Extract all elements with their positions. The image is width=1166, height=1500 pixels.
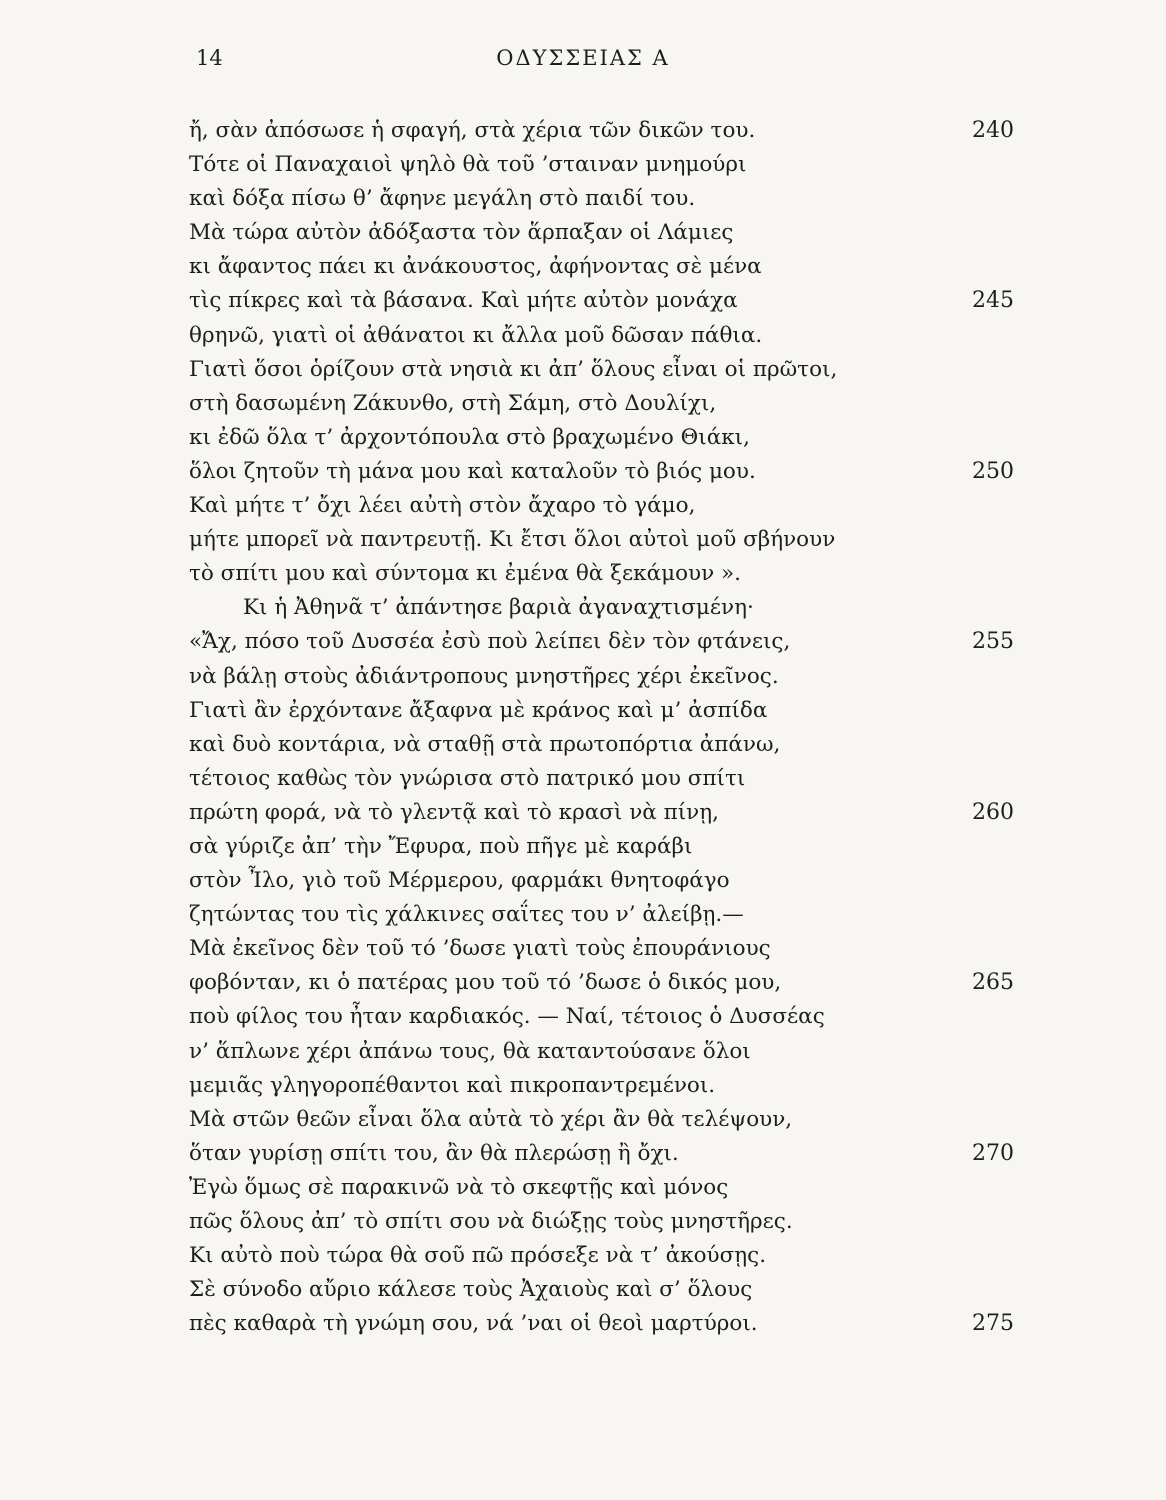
- line-number: 240: [972, 118, 1014, 143]
- verse-line: [189, 728, 1029, 762]
- verse-line: [189, 830, 1029, 864]
- verse-line: [189, 1307, 1029, 1341]
- verse-text: κι ἐδῶ ὅλα τ’ ἀρχοντόπουλα στὸ βραχωμένο Θιάκι,: [189, 424, 750, 450]
- verse-text: μήτε μπορεῖ νὰ παντρευτῇ. Κι ἔτσι ὅλοι αὐτοὶ μοῦ σβήνουν: [189, 527, 836, 553]
- verse-line: [189, 148, 1029, 182]
- verse-text: νὰ βάλῃ στοὺς ἀδιάντροπους μνηστῆρες χέρι ἐκεῖνος.: [189, 663, 779, 689]
- verse-text: ὅλοι ζητοῦν τὴ μάνα μου καὶ καταλοῦν τὸ βιός μου.: [189, 458, 756, 484]
- verse-line: [189, 421, 1029, 455]
- verse-text: «Ἄχ, πόσο τοῦ Δυσσέα ἐσὺ ποὺ λείπει δὲν τὸν φτάνεις,: [189, 629, 791, 655]
- verse-line: [189, 762, 1029, 796]
- verse-text: καὶ δυὸ κοντάρια, νὰ σταθῇ στὰ πρωτοπόρτια ἀπάνω,: [189, 731, 781, 757]
- verse-text: ὅταν γυρίσῃ σπίτι του, ἂν θὰ πλερώσῃ ἢ ὄχι.: [189, 1140, 679, 1166]
- verse-line: [189, 591, 1029, 625]
- verse-line: [189, 455, 1029, 489]
- verse-line: [189, 114, 1029, 148]
- verse-text: στὴ δασωμένη Ζάκυνθο, στὴ Σάμη, στὸ Δουλίχι,: [189, 390, 717, 416]
- verse-text: πῶς ὅλους ἀπ’ τὸ σπίτι σου νὰ διώξῃς τοὺς μνηστῆρες.: [189, 1209, 793, 1234]
- verse-text: Μὰ ἐκεῖνος δὲν τοῦ τό ’δωσε γιατὶ τοὺς ἐπουράνιους: [189, 936, 771, 962]
- verse-line: [189, 284, 1029, 318]
- verse-text: ἤ, σὰν ἀπόσωσε ἡ σφαγή, στὰ χέρια τῶν δικῶν του.: [189, 118, 756, 143]
- verse-text: πὲς καθαρὰ τὴ γνώμη σου, νά ’ναι οἱ θεοὶ μαρτύροι.: [189, 1311, 758, 1337]
- verse-text: καὶ δόξα πίσω θ’ ἄφηνε μεγάλη στὸ παιδί του.: [189, 186, 696, 212]
- verse-line: [189, 625, 1029, 659]
- verse-text: κι ἄφαντος πάει κι ἀνάκουστος, ἀφήνοντας σὲ μένα: [189, 254, 762, 280]
- verse-line: [189, 387, 1029, 421]
- verse-text: φοβόνταν, κι ὁ πατέρας μου τοῦ τό ’δωσε ὁ δικός μου,: [189, 970, 782, 996]
- line-number: 275: [972, 1311, 1014, 1337]
- line-number: 255: [972, 629, 1014, 655]
- verse-text: Σὲ σύνοδο αὔριο κάλεσε τοὺς Ἀχαιοὺς καὶ σ’ ὅλους: [189, 1277, 753, 1303]
- verse-line: [189, 1239, 1029, 1273]
- verse-line: [189, 182, 1029, 216]
- verse-text: θρηνῶ, γιατὶ οἱ ἀθάνατοι κι ἄλλα μοῦ δῶσαν πάθια.: [189, 322, 763, 348]
- verse-line: [189, 1171, 1029, 1205]
- verse-text: ποὺ φίλος του ἦταν καρδιακός. — Ναί, τέτοιος ὁ Δυσσέας: [189, 1004, 825, 1030]
- verse-line: [189, 489, 1029, 523]
- line-number: 245: [972, 288, 1014, 314]
- running-title: ΟΔΥΣΣΕΙΑΣ Α: [496, 46, 670, 70]
- line-number: 265: [972, 970, 1014, 996]
- page-header: [0, 44, 1166, 74]
- verse-text: τὶς πίκρες καὶ τὰ βάσανα. Καὶ μήτε αὐτὸν μονάχα: [189, 288, 738, 314]
- verse-text: Καὶ μήτε τ’ ὄχι λέει αὐτὴ στὸν ἄχαρο τὸ γάμο,: [189, 493, 696, 519]
- verse-line: [189, 353, 1029, 387]
- verse-line: [189, 796, 1029, 830]
- verse-text: ζητώντας του τὶς χάλκινες σαΐτες του ν’ ἀλείβῃ.—: [189, 902, 744, 928]
- verse-text: Γιατὶ ὅσοι ὁρίζουν στὰ νησιὰ κι ἀπ’ ὅλους εἶναι οἱ πρῶτοι,: [189, 356, 838, 382]
- verse-text: πρώτη φορά, νὰ τὸ γλεντᾷ καὶ τὸ κρασὶ νὰ πίνῃ,: [189, 799, 719, 825]
- verse-line: [189, 319, 1029, 353]
- line-number: 250: [972, 458, 1014, 484]
- verse-text: Γιατὶ ἂν ἐρχόντανε ἄξαφνα μὲ κράνος καὶ μ’ ἀσπίδα: [189, 697, 768, 723]
- line-number: 270: [972, 1140, 1014, 1166]
- verse-text: Κι ἡ Ἀθηνᾶ τ’ ἀπάντησε βαριὰ ἀγαναχτισμένη·: [243, 595, 754, 621]
- verse-text: μεμιᾶς γληγοροπέθαντοι καὶ πικροπαντρεμένοι.: [189, 1072, 716, 1098]
- verse-line: [189, 864, 1029, 898]
- page-number: 14: [196, 46, 223, 70]
- verse-text: Τότε οἱ Παναχαιοὶ ψηλὸ θὰ τοῦ ’σταιναν μνημούρι: [189, 152, 747, 178]
- verse-line: [189, 523, 1029, 557]
- verse-line: [189, 250, 1029, 284]
- poem-text: [189, 114, 1029, 1341]
- verse-line: [189, 557, 1029, 591]
- verse-text: Ἐγὼ ὅμως σὲ παρακινῶ νὰ τὸ σκεφτῇς καὶ μόνος: [189, 1174, 729, 1200]
- verse-line: [189, 966, 1029, 1000]
- verse-text: τὸ σπίτι μου καὶ σύντομα κι ἐμένα θὰ ξεκάμουν ».: [189, 561, 741, 587]
- verse-line: [189, 216, 1029, 250]
- verse-text: τέτοιος καθὼς τὸν γνώρισα στὸ πατρικό μου σπίτι: [189, 765, 746, 791]
- verse-line: [189, 932, 1029, 966]
- verse-text: σὰ γύριζε ἀπ’ τὴν Ἔφυρα, ποὺ πῆγε μὲ καράβι: [189, 833, 693, 859]
- verse-text: Μὰ στῶν θεῶν εἶναι ὅλα αὐτὰ τὸ χέρι ἂν θὰ τελέψουν,: [189, 1106, 793, 1132]
- verse-line: [189, 660, 1029, 694]
- verse-line: [189, 1069, 1029, 1103]
- verse-line: [189, 1103, 1029, 1137]
- verse-text: Μὰ τώρα αὐτὸν ἀδόξαστα τὸν ἅρπαξαν οἱ Λάμιες: [189, 220, 734, 246]
- verse-text: ν’ ἅπλωνε χέρι ἀπάνω τους, θὰ καταντούσανε ὅλοι: [189, 1038, 751, 1064]
- verse-line: [189, 898, 1029, 932]
- line-number: 260: [972, 799, 1014, 825]
- verse-line: [189, 1273, 1029, 1307]
- verse-text: Κι αὐτὸ ποὺ τώρα θὰ σοῦ πῶ πρόσεξε νὰ τ’ ἀκούσῃς.: [189, 1243, 767, 1269]
- verse-line: [189, 1137, 1029, 1171]
- verse-line: [189, 694, 1029, 728]
- verse-line: [189, 1000, 1029, 1034]
- verse-line: [189, 1205, 1029, 1239]
- verse-line: [189, 1035, 1029, 1069]
- verse-text: στὸν Ἶλο, γιὸ τοῦ Μέρμερου, φαρμάκι θνητοφάγο: [189, 868, 730, 894]
